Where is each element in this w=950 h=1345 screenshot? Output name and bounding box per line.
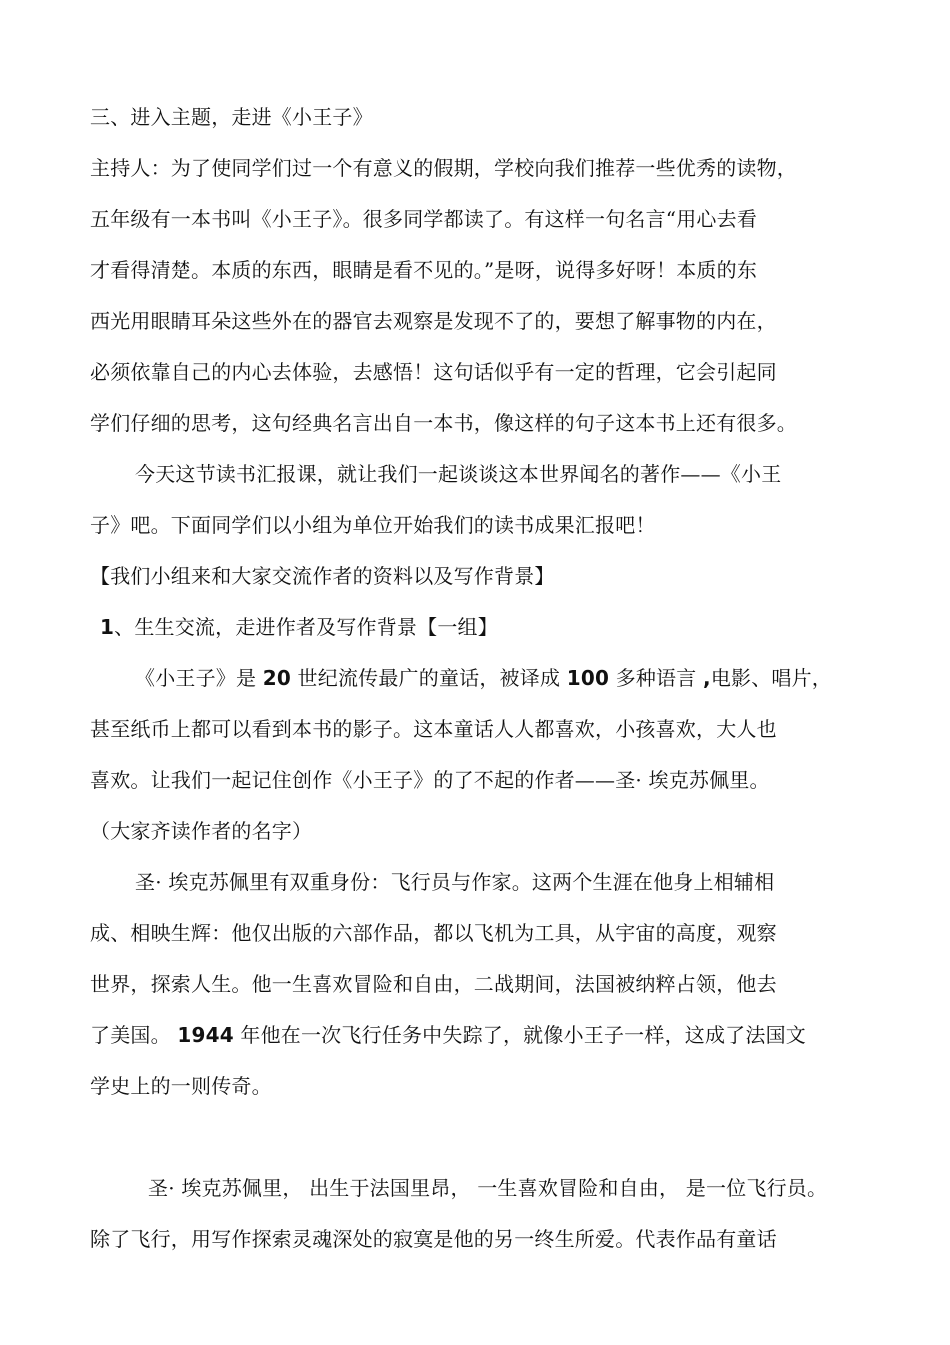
paragraph-line (135, 664, 915, 692)
paragraph-line: 才看得清楚。本质的东西，眼睛是看不见的。”是呀，说得多好呀！本质的东 (90, 258, 758, 282)
paragraph-line: 喜欢。让我们一起记住创作《小王子》的了不起的作者——圣· 埃克苏佩里。 (90, 768, 770, 792)
text-run: 了美国。 (90, 1023, 178, 1047)
numbered-item (100, 613, 880, 641)
text-run: 世纪流传最广的童话，被译成 (291, 666, 567, 690)
paragraph-line: 必须依靠自己的内心去体验，去感悟！这句话似乎有一定的哲理，它会引起同 (90, 360, 777, 384)
paragraph-line: 圣· 埃克苏佩里有双重身份：飞行员与作家。这两个生涯在他身上相辅相 (135, 870, 775, 894)
item-number: 1 (100, 615, 115, 639)
paragraph-line: 学史上的一则传奇。 (90, 1074, 272, 1098)
paragraph-line: 除了飞行，用写作探索灵魂深处的寂寞是他的另一终生所爱。代表作品有童话 (90, 1227, 777, 1251)
paragraph-line: 圣· 埃克苏佩里， 出生于法国里昂， 一生喜欢冒险和自由， 是一位飞行员。 (148, 1176, 828, 1200)
comma-run: , (703, 666, 711, 690)
number-run: 100 (566, 666, 610, 690)
paragraph-line: 子》吧。下面同学们以小组为单位开始我们的读书成果汇报吧！ (90, 513, 656, 537)
text-run: 年他在一次飞行任务中失踪了，就像小王子一样，这成了法国文 (233, 1023, 806, 1047)
paragraph-line: 西光用眼睛耳朵这些外在的器官去观察是发现不了的，要想了解事物的内在， (90, 309, 777, 333)
paragraph-line: 甚至纸币上都可以看到本书的影子。这本童话人人都喜欢，小孩喜欢，大人也 (90, 717, 777, 741)
text-run: 《小王子》是 (135, 666, 263, 690)
text-run: 多种语言 (609, 666, 703, 690)
paragraph-line: 成、相映生辉：他仅出版的六部作品，都以飞机为工具，从宇宙的高度，观察 (90, 921, 777, 945)
paragraph-line: （大家齐读作者的名字） (90, 819, 313, 843)
paragraph-line (90, 1021, 870, 1049)
paragraph-line: 学们仔细的思考，这句经典名言出自一本书，像这样的句子这本书上还有很多。 (90, 411, 797, 435)
paragraph-line: 五年级有一本书叫《小王子》。很多同学都读了。有这样一句名言“用心去看 (90, 207, 758, 231)
text-run: 电影、唱片， (710, 666, 833, 690)
group-note: 【我们小组来和大家交流作者的资料以及写作背景】 (90, 564, 555, 588)
item-text: 、生生交流，走进作者及写作背景【一组】 (114, 615, 498, 639)
number-run: 1944 (177, 1023, 234, 1047)
number-run: 20 (262, 666, 291, 690)
paragraph-line: 主持人：为了使同学们过一个有意义的假期，学校向我们推荐一些优秀的读物， (90, 156, 797, 180)
paragraph-line: 世界，探索人生。他一生喜欢冒险和自由，二战期间，法国被纳粹占领，他去 (90, 972, 777, 996)
paragraph-line: 今天这节读书汇报课，就让我们一起谈谈这本世界闻名的著作——《小王 (135, 462, 782, 486)
section-heading: 三、进入主题，走进《小王子》 (90, 105, 373, 129)
